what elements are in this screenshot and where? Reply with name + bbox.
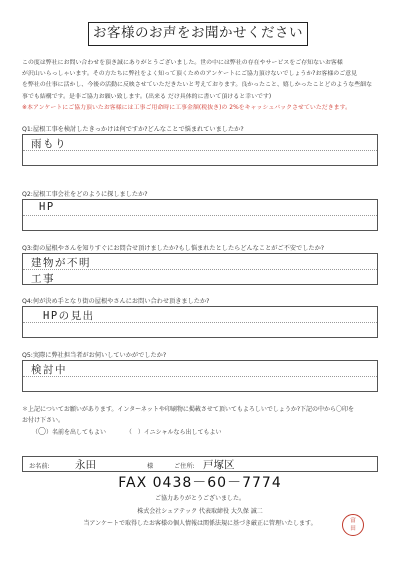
- footer-company: 株式会社シェアテック 代表取締役 大久保 誠二: [137, 508, 263, 515]
- option-initial-ok[interactable]: （ ）イニシャルなら出してもよい: [125, 429, 222, 436]
- intro-line: 事でも結構です。是非ご協力お願い致します。(出来る だけ具体的に書いて頂けると幸いです): [22, 93, 272, 100]
- fax-number: FAX 0438－60－7774: [118, 475, 282, 491]
- answer-2-box[interactable]: [22, 199, 378, 231]
- footer-privacy: 当アンケートで取得したお客様の個人情報は関係法規に基づき厳正に管理いたします。: [83, 520, 317, 527]
- address-field[interactable]: 戸塚区: [203, 459, 235, 471]
- question-1-label: Q1:屋根工事を検討したきっかけは何ですか?どんなことで悩まれていましたか?: [22, 126, 244, 133]
- stamp-line-2: 田: [350, 526, 356, 532]
- answer-3-box[interactable]: [22, 253, 378, 285]
- intro-line: を弊社の仕事に活かし、今後の活動に反映させていただきたいと考えております。良かったこと、嬉しかったことどのような些細な: [22, 82, 373, 89]
- answer-1-line-1: 雨もり: [31, 138, 67, 150]
- answer-3-line-1: 建物が不明: [31, 257, 91, 269]
- answer-rule: [23, 150, 377, 151]
- publish-request-line-2: お付け下さい。: [22, 417, 65, 424]
- cashback-note: ※本アンケートにご協力頂いたお客様には工事ご用命時に工事金額(税抜き)の 2%をキャッシュバックさせていただきます。: [22, 104, 352, 111]
- answer-rule: [23, 376, 377, 377]
- answer-3-line-2: 工事: [31, 273, 55, 285]
- answer-5-line-1: 検討中: [31, 364, 67, 376]
- page-title: お客様のお声をお聞かせください: [88, 22, 308, 46]
- answer-4-box[interactable]: [22, 306, 378, 338]
- publish-request-line-1: ＊上記についてお願いがあります。インターネットや印刷物に掲載させて頂いてもよろしいでしょうか?下記の中から〇印を: [22, 406, 355, 413]
- option-name-ok[interactable]: （〇）名前を出してもよい: [32, 427, 107, 436]
- option-name-ok-label: 名前を出してもよい: [52, 429, 107, 436]
- publish-options: [22, 426, 382, 438]
- question-2-label: Q2:屋根工事会社をどのように探しましたか?: [22, 191, 148, 198]
- answer-rule: [23, 215, 377, 216]
- answer-5-box[interactable]: [22, 360, 378, 392]
- stamp-line-1: 富: [350, 518, 356, 524]
- intro-text: [22, 58, 380, 114]
- option-name-ok-mark: 〇: [38, 427, 47, 436]
- answer-2-line-1: HP: [39, 201, 55, 213]
- address-label: ご住所:: [174, 463, 195, 470]
- name-seal-stamp: [342, 514, 364, 536]
- question-4-label: Q4:何が決め手となり街の屋根やさんにお問い合わせ頂きましたか?: [22, 298, 210, 305]
- honorific: 様: [147, 463, 154, 470]
- name-field[interactable]: 永田: [75, 459, 96, 471]
- footer-thanks: ご協力ありがとうございました。: [154, 495, 245, 502]
- intro-line: この度は弊社にお問い合わせを頂き誠にありがとうございました。世の中には弊社の存在やサービスをご存知ないお客様: [22, 60, 343, 66]
- question-3-label: Q3:街の屋根やさんを知りすぐにお問合せ頂けましたか?もし悩まれたとしたらどんなことがご不安でしたか?: [22, 245, 325, 252]
- answer-4-line-1: HPの見出: [43, 310, 95, 322]
- question-5-label: Q5:実際に弊社担当者がお伺いしていかがでしたか?: [22, 352, 167, 359]
- intro-line: が沢山いらっしゃいます。その方たちに弊社をよく知って頂くためのアンケートにご協力頂けないでしょうか?お客様のご意見: [22, 71, 358, 78]
- publish-request: [22, 404, 382, 438]
- name-label: お名前:: [29, 463, 50, 470]
- name-address-box: [22, 456, 378, 472]
- answer-1-box[interactable]: [22, 134, 378, 166]
- option-initial-ok-label: イニシャルなら出してもよい: [143, 429, 222, 436]
